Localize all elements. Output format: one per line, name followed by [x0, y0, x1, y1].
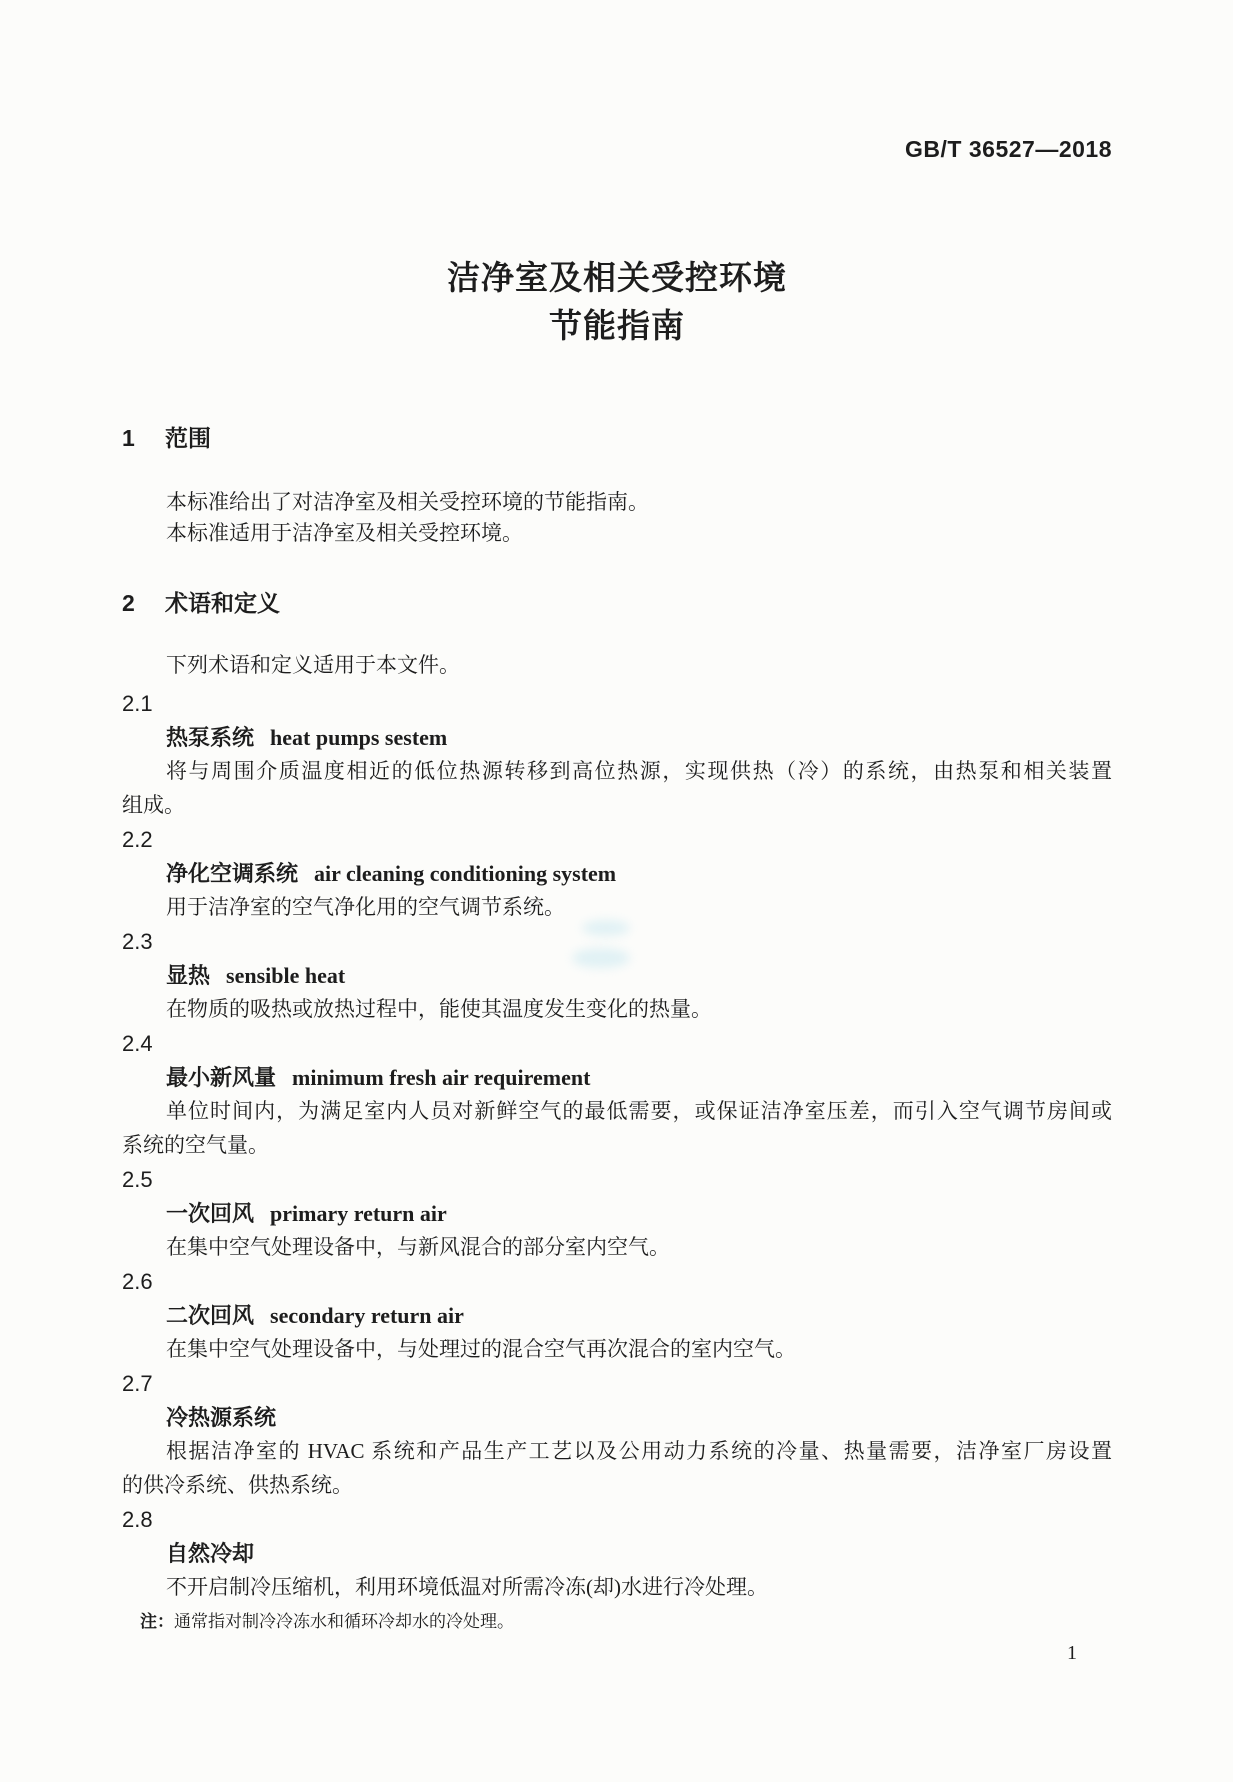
term-definition-line: 的供冷系统、供热系统。 [122, 1473, 353, 1498]
term-number: 2.4 [122, 1031, 153, 1057]
term-heading [122, 959, 1112, 994]
term-heading [122, 1197, 1112, 1232]
section-2-title: 术语和定义 [165, 590, 280, 616]
term-definition-line: 在集中空气处理设备中，与新风混合的部分室内空气。 [166, 1235, 670, 1260]
terms-intro-line: 下列术语和定义适用于本文件。 [166, 653, 460, 677]
term-zh-label: 显热 [166, 962, 211, 988]
term-zh-label: 净化空调系统 [166, 860, 299, 886]
term-heading [122, 1061, 1112, 1096]
term-en-label: minimum fresh air requirement [292, 1064, 591, 1090]
term-heading [122, 721, 1112, 756]
section-1-number: 1 [122, 425, 135, 451]
section-1-heading [122, 423, 1112, 453]
term-heading [122, 1537, 1112, 1572]
scope-paragraph-line: 本标准适用于洁净室及相关受控环境。 [166, 520, 523, 545]
term-definition-line: 不开启制冷压缩机，利用环境低温对所需冷冻(却)水进行冷处理。 [166, 1575, 768, 1600]
term-zh-label: 冷热源系统 [166, 1404, 277, 1430]
term-note [122, 1605, 1112, 1639]
note-label: 注： [140, 1611, 174, 1631]
term-definition-line: 在物质的吸热或放热过程中，能使其温度发生变化的热量。 [166, 997, 712, 1022]
note-text: 通常指对制冷冷冻水和循环冷却水的冷处理。 [174, 1611, 514, 1631]
term-number: 2.3 [122, 928, 153, 954]
term-2-6 [122, 1265, 1112, 1367]
term-number: 2.8 [122, 1506, 153, 1532]
term-zh-label: 一次回风 [166, 1200, 255, 1226]
term-zh-label: 自然冷却 [166, 1540, 255, 1566]
document-title-line1: 洁净室及相关受控环境 [447, 259, 787, 296]
scope-paragraph-line: 本标准给出了对洁净室及相关受控环境的节能指南。 [166, 490, 649, 514]
term-definition-line: 系统的空气量。 [122, 1133, 269, 1158]
term-2-2 [122, 823, 1112, 925]
term-en-label: sensible heat [226, 962, 346, 988]
term-en-label: primary return air [270, 1200, 447, 1226]
term-en-label: heat pumps sestem [270, 724, 448, 750]
term-definition-line: 将与周围介质温度相近的低位热源转移到高位热源，实现供热（冷）的系统，由热泵和相关装置 [166, 759, 1112, 784]
term-number: 2.5 [122, 1166, 153, 1192]
section-1-title: 范围 [165, 425, 211, 451]
term-number: 2.2 [122, 826, 153, 852]
term-number: 2.7 [122, 1371, 153, 1397]
term-2-1 [122, 687, 1112, 823]
term-definition-line: 用于洁净室的空气净化用的空气调节系统。 [166, 895, 565, 920]
term-definition-line: 单位时间内，为满足室内人员对新鲜空气的最低需要，或保证洁净室压差，而引入空气调节房间或 [166, 1099, 1112, 1124]
term-number: 2.1 [122, 691, 153, 716]
term-heading [122, 1401, 1112, 1436]
section-2-heading [122, 588, 1112, 618]
term-zh-label: 二次回风 [166, 1302, 255, 1328]
term-definition-line: 在集中空气处理设备中，与处理过的混合空气再次混合的室内空气。 [166, 1337, 796, 1362]
section-2-number: 2 [122, 590, 135, 616]
term-2-7 [122, 1367, 1112, 1503]
term-en-label: secondary return air [270, 1302, 464, 1328]
term-number: 2.6 [122, 1268, 153, 1294]
standard-number: GB/T 36527—2018 [905, 136, 1112, 162]
term-zh-label: 最小新风量 [166, 1064, 277, 1090]
term-zh-label: 热泵系统 [166, 724, 255, 750]
term-heading [122, 1299, 1112, 1334]
term-2-5 [122, 1163, 1112, 1265]
term-2-3 [122, 925, 1112, 1027]
terms-list [122, 687, 1112, 1639]
term-definition-line: 组成。 [122, 793, 185, 818]
term-en-label: air cleaning conditioning system [314, 860, 617, 886]
document-title-line2: 节能指南 [549, 307, 685, 344]
page-number: 1 [1067, 1641, 1077, 1664]
term-heading [122, 857, 1112, 892]
term-2-4 [122, 1027, 1112, 1163]
term-2-8 [122, 1503, 1112, 1639]
term-definition-line: 根据洁净室的 HVAC 系统和产品生产工艺以及公用动力系统的冷量、热量需要，洁净室厂房设置 [166, 1439, 1112, 1464]
